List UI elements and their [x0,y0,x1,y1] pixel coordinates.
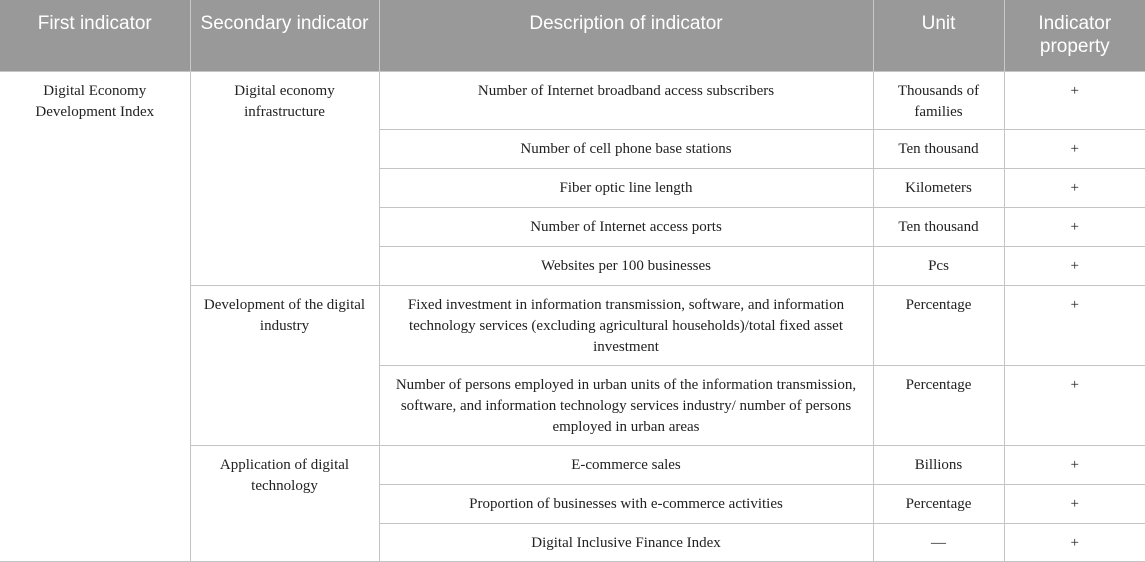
property-cell: + [1004,129,1145,168]
property-cell: + [1004,484,1145,523]
unit-cell: Billions [873,445,1004,484]
unit-cell: Percentage [873,484,1004,523]
description-cell: Number of Internet access ports [379,207,873,246]
header-indicator-property: Indicator property [1004,0,1145,71]
description-cell: Websites per 100 businesses [379,246,873,285]
property-cell: + [1004,207,1145,246]
unit-cell: Percentage [873,365,1004,445]
property-cell: + [1004,365,1145,445]
header-secondary-indicator: Secondary indicator [190,0,379,71]
unit-cell: Kilometers [873,168,1004,207]
property-cell: + [1004,71,1145,129]
property-cell: + [1004,523,1145,561]
unit-cell: Ten thousand [873,207,1004,246]
table-header [0,0,1145,71]
property-cell: + [1004,168,1145,207]
property-cell: + [1004,445,1145,484]
header-row [0,0,1145,71]
unit-cell: Thousands of families [873,71,1004,129]
unit-cell: Pcs [873,246,1004,285]
description-cell: Number of cell phone base stations [379,129,873,168]
description-cell: Digital Inclusive Finance Index [379,523,873,561]
first-indicator-cell: Digital Economy Development Index [0,71,190,561]
header-description: Description of indicator [379,0,873,71]
table-body [0,71,1145,561]
secondary-indicator-cell: Application of digital technology [190,445,379,561]
table-row [0,71,1145,129]
property-cell: + [1004,285,1145,365]
unit-cell: Percentage [873,285,1004,365]
description-cell: Proportion of businesses with e-commerce activities [379,484,873,523]
unit-cell: Ten thousand [873,129,1004,168]
description-cell: Number of persons employed in urban units of the information transmission, software, and information technology services industry/ number of persons employed in urban areas [379,365,873,445]
secondary-indicator-cell: Digital economy infrastructure [190,71,379,285]
description-cell: Number of Internet broadband access subscribers [379,71,873,129]
header-first-indicator: First indicator [0,0,190,71]
description-cell: Fixed investment in information transmission, software, and information technology services (excluding agricultural households)/total fixed asset investment [379,285,873,365]
property-cell: + [1004,246,1145,285]
header-unit: Unit [873,0,1004,71]
description-cell: E-commerce sales [379,445,873,484]
description-cell: Fiber optic line length [379,168,873,207]
secondary-indicator-cell: Development of the digital industry [190,285,379,445]
unit-cell: — [873,523,1004,561]
